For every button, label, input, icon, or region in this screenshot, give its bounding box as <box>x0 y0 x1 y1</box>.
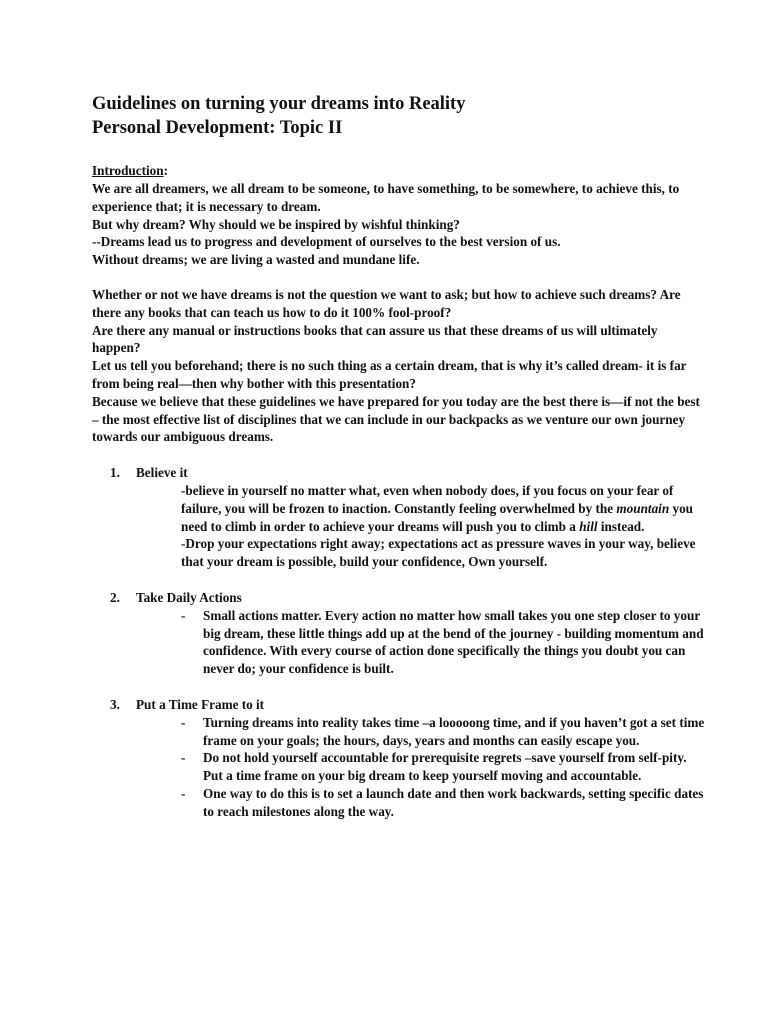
bullet-dash: - <box>181 785 186 801</box>
section-1-text-c: instead. <box>597 518 645 534</box>
section-3-number: 3. <box>110 696 120 712</box>
section-3-bullet-3 <box>181 785 708 821</box>
bullet-dash: - <box>181 750 186 766</box>
body-paragraph-1: Whether or not we have dreams is not the question we want to ask; but how to achieve such dreams? Are there any books that can teach us how to do it 100% fool-proof? <box>92 286 681 320</box>
body-paragraph-2: Are there any manual or instructions books that can assure us that these dreams of us will ultimately happen? <box>92 322 658 356</box>
section-2-bullet-1-text: Small actions matter. Every action no matter how small takes you one step closer to your big dream, these little things add up at the bend of the journey - building momentum and confidence. With every course of action done specifically the things you doubt you can never do; your confidence is built. <box>203 607 704 677</box>
section-1-paragraph-2: -Drop your expectations right away; expectations act as pressure waves in your way, believe that your dream is possible, build your confidence, Own yourself. <box>181 536 696 570</box>
intro-paragraph-4: Without dreams; we are living a wasted and mundane life. <box>92 252 420 268</box>
section-3-heading <box>110 696 708 714</box>
section-2-bullet-1 <box>181 607 708 678</box>
intro-paragraph-3: --Dreams lead us to progress and development of ourselves to the best version of us. <box>92 234 561 250</box>
section-1-heading <box>110 464 708 482</box>
section-1-emphasis-mountain: mountain <box>616 500 670 516</box>
intro-heading-text: Introduction <box>92 163 164 178</box>
section-1-title: Believe it <box>136 465 188 481</box>
section-1-paragraph-1 <box>181 482 708 535</box>
intro-heading <box>92 162 708 180</box>
section-1-text-a: -believe in yourself no matter what, even when nobody does, if you focus on your fear of failure, you will be frozen to inaction. Constantly feeling overwhelmed by the <box>181 482 674 516</box>
section-3-bullet-1-text: Turning dreams into reality takes time –a looooong time, and if you haven’t got a set time frame on your goals; the hours, days, years and months can easily escape you. <box>203 714 705 748</box>
section-2-heading <box>110 589 708 607</box>
section-2-number: 2. <box>110 589 120 605</box>
section-2-title: Take Daily Actions <box>136 589 242 605</box>
section-3-bullet-2-text: Do not hold yourself accountable for prerequisite regrets –save yourself from self-pity. Put a time frame on your big dream to keep yourself moving and accountable. <box>203 750 687 784</box>
section-1-text-b: you need to climb in order to achieve your dreams will push you to climb a <box>181 500 694 534</box>
section-3-bullet-3-text: One way to do this is to set a launch date and then work backwards, setting specific dates to reach milestones along the way. <box>203 785 704 819</box>
bullet-dash: - <box>181 714 186 730</box>
title-line-1: Guidelines on turning your dreams into Reality <box>92 94 466 114</box>
section-3-bullet-2 <box>181 749 708 785</box>
body-paragraph-3: Let us tell you beforehand; there is no such thing as a certain dream, that is why it’s called dream- it is far from being real—then why bother with this presentation? <box>92 358 687 391</box>
intro-paragraph-1: We are all dreamers, we all dream to be someone, to have something, to be somewhere, to achieve this, to experience that; it is necessary to dream. <box>92 181 680 214</box>
title-line-2: Personal Development: Topic II <box>92 118 343 138</box>
bullet-dash: - <box>181 607 186 623</box>
section-1-number: 1. <box>110 465 120 481</box>
section-1-emphasis-hill: hill <box>579 518 598 534</box>
intro-heading-colon: : <box>163 163 168 178</box>
section-3-bullet-1 <box>181 714 708 750</box>
intro-paragraph-2: But why dream? Why should we be inspired by wishful thinking? <box>92 216 460 232</box>
section-3-title: Put a Time Frame to it <box>136 696 265 712</box>
body-paragraph-4: Because we believe that these guidelines we have prepared for you today are the best there is—if not the best – the most effective list of disciplines that we can include in our backpacks as we venture our own journey towards our ambiguous dreams. <box>92 393 700 445</box>
